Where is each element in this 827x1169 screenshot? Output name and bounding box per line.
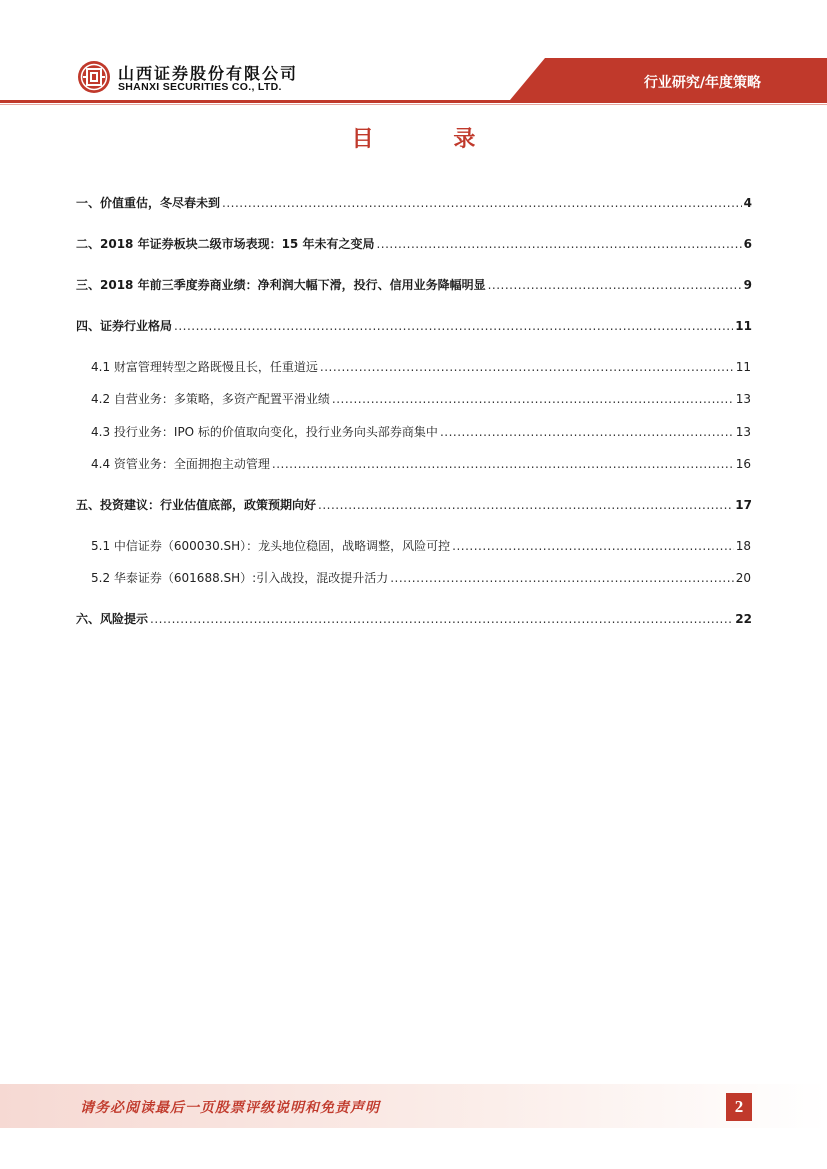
report-type-label: 行业研究/年度策略 (643, 75, 761, 91)
toc-entry[interactable] (76, 496, 752, 513)
toc-entry-page: 22 (735, 612, 752, 626)
toc-entry-label: 二、2018 年证券板块二级市场表现：15 年未有之变局 (76, 237, 375, 251)
toc-entry[interactable] (91, 455, 751, 472)
toc-entry-page: 20 (735, 571, 751, 585)
toc-entry[interactable] (91, 358, 751, 375)
toc-entry-label: 4.2 自营业务：多策略，多资产配置平滑业绩 (91, 392, 330, 406)
toc-entry-label: 5.1 中信证券（600030.SH）：龙头地位稳固，战略调整，风险可控 (91, 539, 451, 553)
toc-entry[interactable] (91, 390, 751, 407)
toc-entry-page: 16 (735, 457, 751, 471)
toc-title: 目 录 (351, 127, 512, 152)
page-header (0, 0, 827, 108)
toc-leader-dots (272, 457, 734, 471)
toc-entry-label: 5.2 华泰证券（601688.SH）:引入战投，混改提升活力 (91, 571, 389, 585)
toc-entry-page: 11 (735, 360, 751, 374)
toc-entry-label: 四、证券行业格局 (76, 319, 173, 333)
toc-leader-dots (332, 392, 734, 406)
toc-entry[interactable] (76, 317, 752, 334)
toc-leader-dots (318, 498, 733, 512)
toc-leader-dots (452, 539, 734, 553)
toc-entry-page: 13 (735, 392, 751, 406)
toc-entry[interactable] (76, 610, 752, 627)
toc-entry[interactable] (91, 537, 751, 554)
toc-entry-page: 4 (743, 196, 752, 210)
toc-entry[interactable] (91, 569, 751, 586)
toc-leader-dots (222, 196, 742, 210)
toc-leader-dots (376, 237, 741, 251)
toc-entry-label: 三、2018 年前三季度券商业绩：净利润大幅下滑，投行、信用业务降幅明显 (76, 278, 486, 292)
company-name-cn: 山西证券股份有限公司 (118, 64, 299, 83)
toc-entry-label: 4.3 投行业务：IPO 标的价值取向变化，投行业务向头部券商集中 (91, 425, 438, 439)
toc-entry[interactable] (76, 235, 752, 252)
toc-entry[interactable] (76, 194, 752, 211)
toc-entry-page: 11 (735, 319, 752, 333)
toc-entry-label: 六、风险提示 (76, 612, 149, 626)
toc-entry[interactable] (91, 423, 751, 440)
toc-entry-label: 4.4 资管业务：全面拥抱主动管理 (91, 457, 270, 471)
toc-entry-page: 6 (743, 237, 752, 251)
toc-entry-label: 一、价值重估，冬尽春未到 (76, 196, 221, 210)
toc-leader-dots (150, 612, 733, 626)
toc-leader-dots (174, 319, 733, 333)
toc-entry-page: 13 (735, 425, 751, 439)
toc-entry-page: 9 (743, 278, 752, 292)
company-name-en: SHANXI SECURITIES CO., LTD. (118, 81, 282, 93)
toc-entry-page: 17 (735, 498, 752, 512)
toc-entry-page: 18 (735, 539, 751, 553)
footer-disclaimer: 请务必阅读最后一页股票评级说明和免责声明 (80, 1100, 380, 1116)
toc-leader-dots (440, 425, 734, 439)
toc-leader-dots (320, 360, 734, 374)
toc-leader-dots (488, 278, 742, 292)
page-number: 2 (726, 1093, 752, 1121)
shanxi-securities-logo-icon (77, 60, 111, 94)
toc-entry[interactable] (76, 276, 752, 293)
toc-entry-label: 4.1 财富管理转型之路既慢且长，任重道远 (91, 360, 318, 374)
toc-entry-label: 五、投资建议：行业估值底部，政策预期向好 (76, 498, 317, 512)
toc-leader-dots (390, 571, 734, 585)
